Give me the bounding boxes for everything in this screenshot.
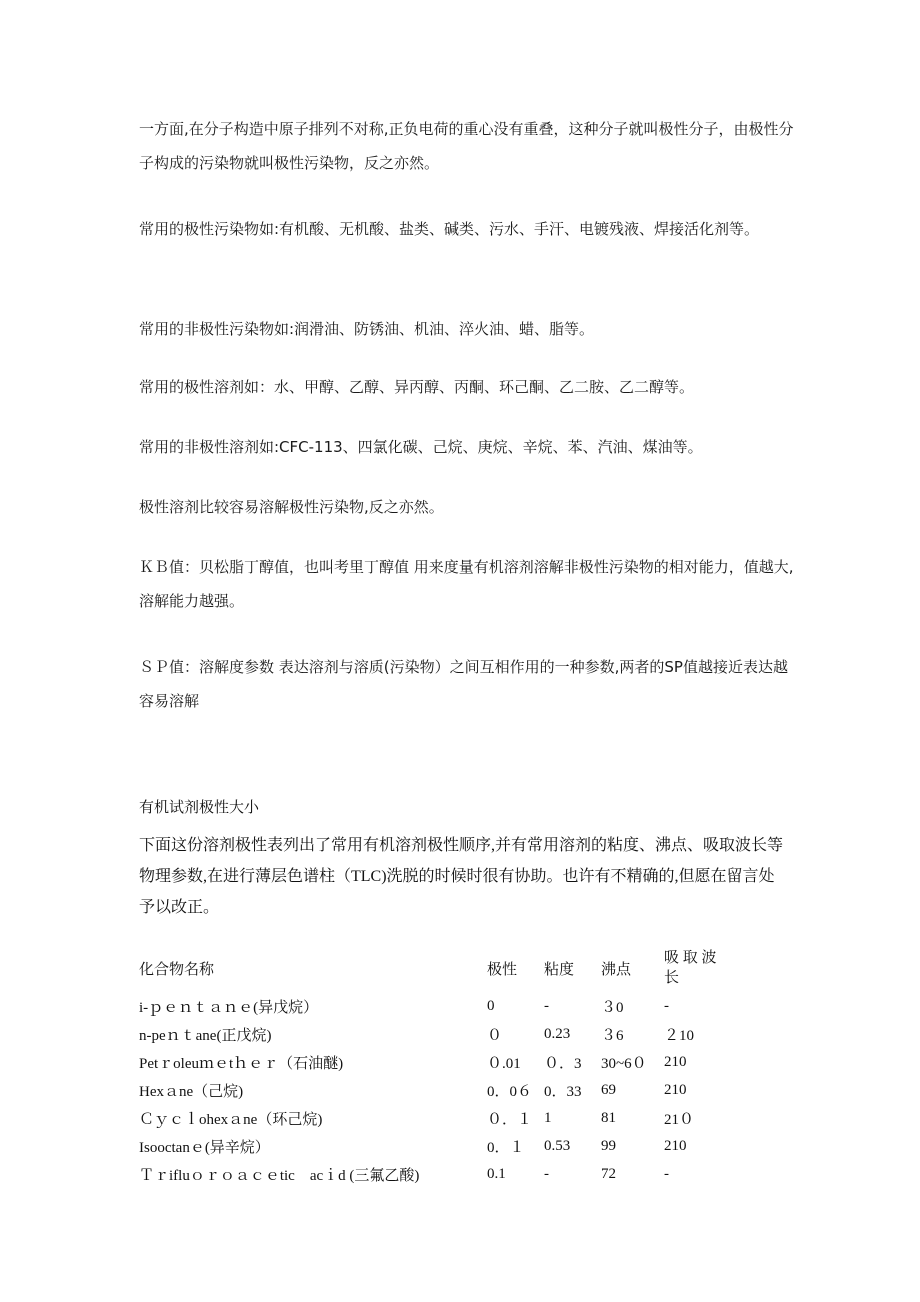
table-row [139,1048,734,1076]
table-row [139,1076,734,1104]
table-row [139,1020,734,1048]
cell-viscosity: 0．33 [544,1083,582,1100]
cell-boiling-point: 99 [601,1137,616,1154]
header-boiling-point: 沸点 [601,961,632,978]
solvent-polarity-table [139,944,734,1188]
cell-boiling-point: 72 [601,1165,616,1182]
header-absorption-wavelength: 吸 取 波 长 [664,950,717,986]
table-header-row [139,944,734,992]
cell-polarity: 0．１ [487,1139,525,1156]
paragraph-nonpolar-contaminants: 常用的非极性污染物如:润滑油、防锈油、机油、淬火油、蜡、脂等。 [139,320,595,338]
cell-name: i-ｐｅｎｔａｎｅ(异戊烷） [139,999,319,1016]
cell-viscosity: 1 [544,1109,552,1126]
cell-wavelength: - [664,997,669,1014]
cell-polarity: ０.01 [487,1055,521,1072]
cell-boiling-point: 81 [601,1109,616,1126]
paragraph-sp-value: ＳＰ值：溶解度参数 表达溶剂与溶质(污染物）之间互相作用的一种参数,两者的SP值越接近表达越容易溶解 [139,658,788,710]
paragraph-polar-solvents: 常用的极性溶剂如：水、甲醇、乙醇、异丙醇、丙酮、环己酮、乙二胺、乙二醇等。 [139,378,695,396]
cell-name: n-peｎｔane(正戊烷) [139,1027,272,1044]
cell-boiling-point: 30~6０ [601,1055,647,1072]
cell-wavelength: 210 [664,1081,687,1098]
table-row [139,1160,734,1188]
cell-viscosity: ０．3 [544,1055,582,1072]
paragraph-polar-contaminants: 常用的极性污染物如:有机酸、无机酸、盐类、碱类、污水、手汗、电镀残液、焊接活化剂等。 [139,220,760,238]
header-compound-name: 化合物名称 [139,961,215,978]
cell-wavelength: 210 [664,1053,687,1070]
cell-wavelength: 21０ [664,1111,695,1128]
cell-polarity: 0 [487,997,495,1014]
paragraph-like-dissolves-like: 极性溶剂比较容易溶解极性污染物,反之亦然。 [139,498,444,516]
paragraph-kb-value: ＫＢ值：贝松脂丁醇值，也叫考里丁醇值 用来度量有机溶剂溶解非极性污染物的相对能力，值越大,溶解能力越强。 [139,558,794,610]
cell-polarity: 0.1 [487,1165,506,1182]
section-intro: 下面这份溶剂极性表列出了常用有机溶剂极性顺序,并有常用溶剂的粘度、沸点、吸取波长等物理参数,在进行薄层色谱柱（TLC)洗脱的时候时很有协助。也许有不精确的,但愿在留言处予以改正。 [139,837,784,916]
cell-name: Isooctanｅ(异辛烷） [139,1139,270,1156]
cell-viscosity: - [544,997,549,1014]
cell-viscosity: 0.53 [544,1137,571,1154]
cell-boiling-point: ３0 [601,999,624,1016]
cell-polarity: ０ [487,1027,503,1044]
paragraph-nonpolar-solvents: 常用的非极性溶剂如:CFC-113、四氯化碳、己烷、庚烷、辛烷、苯、汽油、煤油等。 [139,438,703,456]
cell-name: Hexａne（己烷) [139,1083,244,1100]
table-row [139,1132,734,1160]
cell-viscosity: - [544,1165,549,1182]
cell-name: Petｒoleuｍｅtｈｅｒ（石油醚) [139,1055,344,1072]
table-row [139,1104,734,1132]
paragraph-polar-molecule: 一方面,在分子构造中原子排列不对称,正负电荷的重心没有重叠，这种分子就叫极性分子，由极性分子构成的污染物就叫极性污染物，反之亦然。 [139,120,794,172]
header-polarity: 极性 [487,961,518,978]
cell-wavelength: - [664,1165,669,1182]
cell-polarity: ０．１ [487,1111,533,1128]
header-viscosity: 粘度 [544,961,575,978]
cell-name: Ｃｙｃｌohexａne（环己烷) [139,1111,323,1128]
cell-boiling-point: ３6 [601,1027,624,1044]
cell-wavelength: 210 [664,1137,687,1154]
cell-viscosity: 0.23 [544,1025,571,1042]
cell-name: Ｔｒifluｏｒｏａｃｅtic acｉd (三氟乙酸) [139,1167,420,1184]
section-title: 有机试剂极性大小 [139,800,260,816]
cell-wavelength: ２10 [664,1027,695,1044]
cell-boiling-point: 69 [601,1081,616,1098]
table-row [139,992,734,1020]
cell-polarity: 0．0６ [487,1083,533,1100]
